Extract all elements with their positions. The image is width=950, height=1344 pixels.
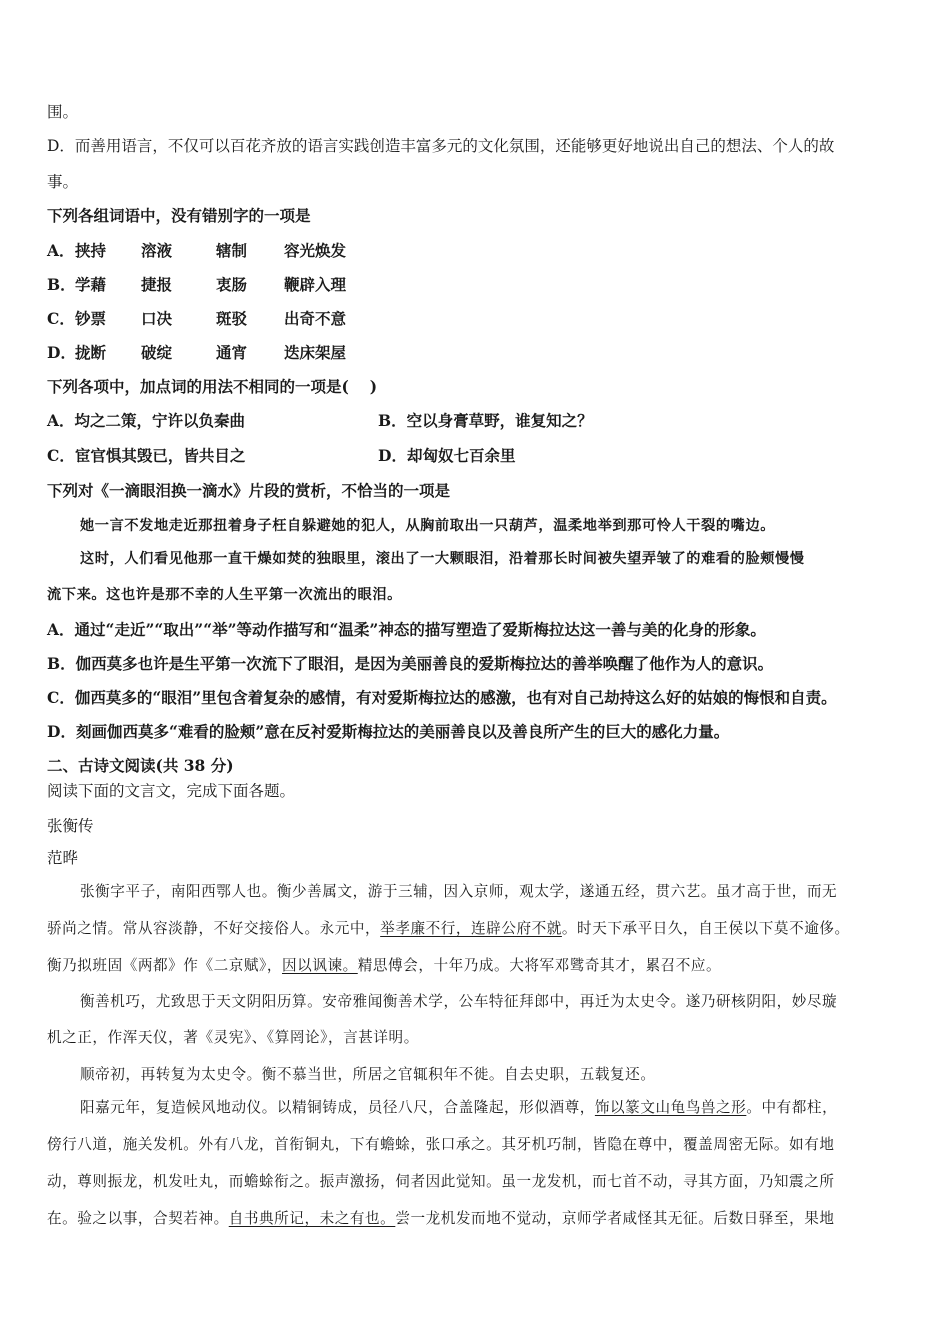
option-word: 破绽	[141, 343, 173, 362]
underlined-phrase: 因以讽谏。	[282, 957, 358, 974]
passage-line: 衡乃拟班固《两都》作《二京赋》，因以讽谏。精思傅会，十年乃成。大将军邓骘奇其才，累召不应。	[47, 957, 722, 974]
underlined-phrase: 饰以篆文山龟鸟兽之形	[594, 1099, 747, 1116]
option-word: 鞭辟入理	[284, 275, 347, 294]
option-word: 拢断	[75, 343, 107, 362]
option-letter: D．	[47, 343, 76, 362]
appreciation-option-c[interactable]: C．伽西莫多的“眼泪”里包含着复杂的感情，有对爱斯梅拉达的感激，也有对自己劫持这么好的姑娘的悔恨和自责。	[47, 688, 837, 707]
option-letter: B．	[47, 275, 76, 294]
appreciation-option-d[interactable]: D．刻画伽西莫多“难看的脸颊”意在反衬爱斯梅拉达的美丽善良以及善良所产生的巨大的感化力量。	[47, 722, 730, 741]
passage-title: 张衡传	[47, 817, 94, 835]
option-word: 衷肠	[216, 275, 248, 294]
option-word: 口决	[141, 309, 173, 328]
passage-line: 在。验之以事，合契若神。自书典所记，未之有也。尝一龙机发而地不觉动，京师学者咸怪其无征。后数日驿至，果地	[47, 1210, 835, 1227]
passage-line: 衡善机巧，尤致思于天文阴阳历算。安帝雅闻衡善术学，公车特征拜郎中，再迁为太史令。遂乃研核阴阳，妙尽璇	[80, 993, 838, 1010]
passage-author: 范晔	[47, 849, 79, 867]
option-letter: A．	[47, 241, 75, 260]
option-word: 辖制	[216, 241, 248, 260]
excerpt-line: 流下来。这也许是那不幸的人生平第一次流出的眼泪。	[47, 587, 402, 603]
usage-option-a[interactable]: A．均之二策，宁许以负秦曲	[47, 411, 246, 430]
option-word: 出奇不意	[284, 309, 347, 328]
passage-line: 张衡字平子，南阳西鄂人也。衡少善属文，游于三辅，因入京师，观太学，遂通五经，贯六艺。虽才高于世，而无	[80, 883, 838, 900]
option-word: 容光焕发	[284, 241, 347, 260]
passage-line: 机之正，作浑天仪，著《灵宪》、《算罔论》，言甚详明。	[47, 1029, 419, 1046]
question-appreciation-stem: 下列对《一滴眼泪换一滴水》片段的赏析，不恰当的一项是	[47, 481, 451, 500]
option-word: 迭床架屋	[284, 343, 347, 362]
section-heading: 二、古诗文阅读(共 38 分)	[47, 756, 234, 775]
option-word: 溶液	[141, 241, 173, 260]
option-word: 捷报	[141, 275, 173, 294]
passage-line: 动，尊则振龙，机发吐丸，而蟾蜍衔之。振声激扬，伺者因此觉知。虽一龙发机，而七首不动，寻其方面，乃知震之所	[47, 1173, 835, 1190]
excerpt-line: 这时，人们看见他那一直干燥如焚的独眼里，滚出了一大颗眼泪，沿着那长时间被失望弄皱了的难看的脸颊慢慢	[80, 551, 805, 567]
option-word: 挟持	[75, 241, 107, 260]
underlined-phrase: 举孝廉不行，连辟公府不就	[380, 920, 562, 937]
option-word: 学藉	[75, 275, 107, 294]
usage-option-b[interactable]: B．空以身膏草野，谁复知之？	[378, 411, 593, 430]
option-letter: C．	[47, 309, 75, 328]
usage-option-d[interactable]: D．却匈奴七百余里	[378, 446, 516, 465]
underlined-phrase: 自书典所记，未之有也。	[228, 1210, 396, 1227]
question-usage-stem: 下列各项中，加点词的用法不相同的一项是( )	[47, 377, 378, 396]
option-word: 钞票	[75, 309, 107, 328]
top-fragment: 围。	[47, 103, 79, 121]
passage-line: 傍行八道，施关发机。外有八龙，首衔铜丸，下有蟾蜍，张口承之。其牙机巧制，皆隐在尊中，覆盖周密无际。如有地	[47, 1136, 835, 1153]
question-typo-stem: 下列各组词语中，没有错别字的一项是	[47, 206, 311, 225]
passage-line: 骄尚之情。常从容淡静，不好交接俗人。永元中，举孝廉不行，连辟公府不就。时天下承平日久，自王侯以下莫不逾侈。	[47, 920, 850, 937]
prev-option-d-line1: D．而善用语言，不仅可以百花齐放的语言实践创造丰富多元的文化氛围，还能够更好地说出自己的想法、个人的故	[47, 137, 835, 155]
passage-line: 顺帝初，再转复为太史令。衡不慕当世，所居之官辄积年不徙。自去史职，五载复还。	[80, 1066, 656, 1083]
passage-line: 阳嘉元年，复造候风地动仪。以精铜铸成，员径八尺，合盖隆起，形似酒尊，饰以篆文山龟鸟兽之形。中有都柱，	[80, 1099, 838, 1116]
option-word: 通宵	[216, 343, 248, 362]
option-word: 斑驳	[216, 309, 248, 328]
section-instruction: 阅读下面的文言文，完成下面各题。	[47, 782, 296, 800]
usage-option-c[interactable]: C．宦官惧其毁已，皆共目之	[47, 446, 246, 465]
excerpt-line: 她一言不发地走近那扭着身子枉自躲避她的犯人，从胸前取出一只葫芦，温柔地举到那可怜人干裂的嘴边。	[80, 518, 776, 534]
appreciation-option-a[interactable]: A．通过“走近”“取出”“举”等动作描写和“温柔”神态的描写塑造了爱斯梅拉达这一善与美的化身的形象。	[47, 620, 766, 639]
appreciation-option-b[interactable]: B．伽西莫多也许是生平第一次流下了眼泪，是因为美丽善良的爱斯梅拉达的善举唤醒了他作为人的意识。	[47, 654, 774, 673]
prev-option-d-line2: 事。	[47, 173, 79, 191]
